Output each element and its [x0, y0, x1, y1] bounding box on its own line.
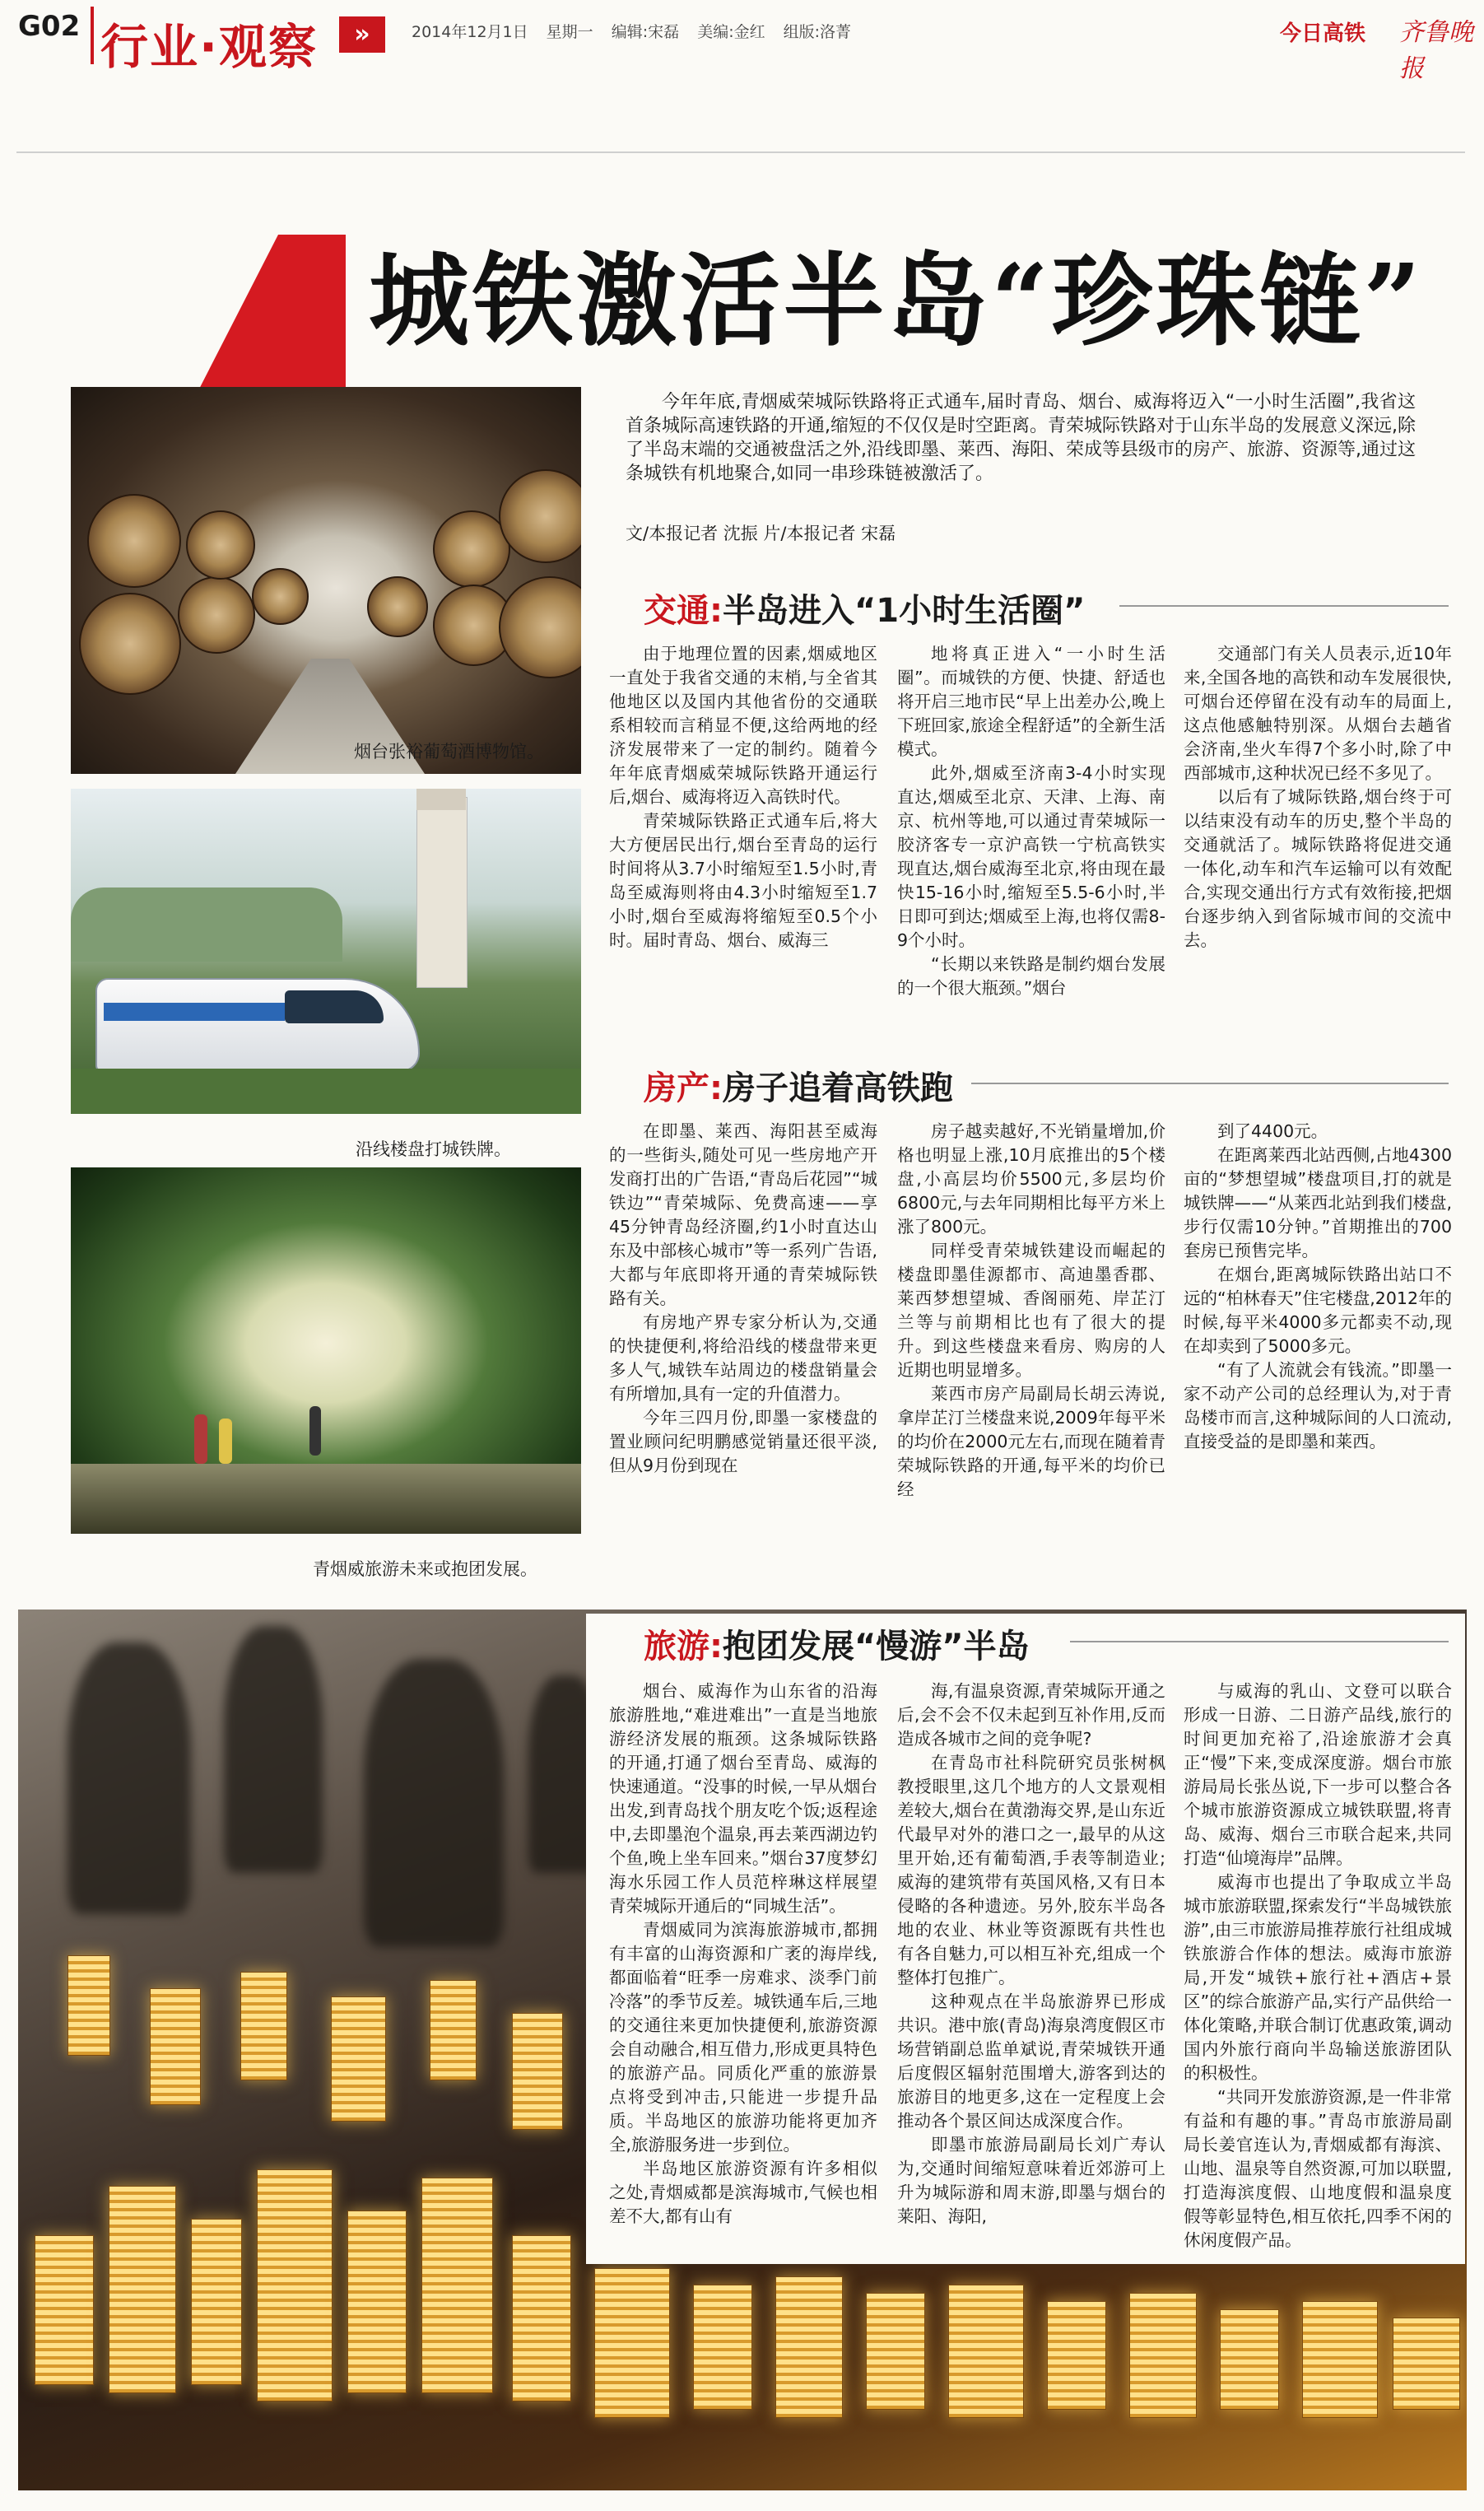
- paragraph: 有房地产界专家分析认为,交通的快捷便利,将给沿线的楼盘带来更多人气,城铁车站周边的楼盘销量会有所增加,具有一定的升值潜力。: [609, 1312, 877, 1404]
- paragraph: 地将真正进入“一小时生活圈”。而城铁的方便、快捷、舒适也将开启三地市民“早上出差办公,晚上下班回家,旅途全程舒适”的全新生活模式。: [897, 644, 1165, 759]
- column-transport-3: [1184, 642, 1452, 953]
- column-tourism-2: [897, 1679, 1165, 2229]
- paragraph: 威海市也提出了争取成立半岛城市旅游联盟,探索发行“半岛城铁旅游”,由三市旅游局推荐旅行社组成城铁旅游合作体的想法。威海市旅游局,开发“城铁+旅行社+酒店+景区”的综合旅游产品,实行产品供给一体化策略,并联合制订优惠政策,调动国内外旅行商向半岛输送旅游团队的积极性。: [1184, 1872, 1452, 2083]
- paragraph: 以后有了城际铁路,烟台终于可以结束没有动车的历史,整个半岛的交通就活了。城际铁路将促进交通一体化,动车和汽车运输可以有效配合,实现交通出行方式有效衔接,把烟台逐步纳入到省际城市间的交流中去。: [1184, 787, 1452, 950]
- column-tourism-3: [1184, 1679, 1452, 2252]
- paragraph: 在即墨、莱西、海阳甚至威海的一些街头,随处可见一些房地产开发商打出的广告语,“青岛后花园”“城铁边”“青荣城际、免费高速——享45分钟青岛经济圈,约1小时直达山东及中部核心城市”等一系列广告语,大都与年底即将开通的青荣城际铁路有关。: [609, 1121, 877, 1308]
- photo-tree-tunnel: [71, 1167, 581, 1534]
- paragraph: “长期以来铁路是制约烟台发展的一个很大瓶颈。”烟台: [897, 954, 1165, 998]
- header-rule: [16, 151, 1465, 153]
- editor-credit: 编辑:宋磊: [611, 23, 680, 41]
- paragraph: 在青岛市社科院研究员张树枫教授眼里,这几个地方的人文景观相差较大,烟台在黄渤海交界,是山东近代最早对外的港口之一,最早的从这里开始,还有葡萄酒,手表等制造业;威海的建筑带有英国风格,又有日本侵略的各种遗迹。另外,胶东半岛各地的农业、林业等资源既有共性也有各自魅力,可以相互补充,组成一个整体打包推广。: [897, 1753, 1165, 1987]
- section-heading-tourism: [644, 1620, 1030, 1667]
- paragraph: 此外,烟威至济南3-4小时实现直达,烟威至北京、天津、上海、南京、杭州等地,可以通过青荣城际一胶济客专一京沪高铁一宁杭高铁实现直达,烟台威海至北京,将由现在最快15-16小时,缩短至5.5-6小时,半日即可到达;烟威至上海,也将仅需8-9个小时。: [897, 763, 1165, 950]
- brand-logo: 齐鲁晚报: [1399, 18, 1473, 83]
- heading-rule: [971, 1083, 1449, 1084]
- photo-train-model: [71, 789, 581, 1114]
- caption-photo2: 沿线楼盘打城铁牌。: [356, 1139, 511, 1159]
- article-title: 城铁激活半岛“珍珠链”: [369, 241, 1425, 360]
- section-title: 抱团发展“慢游”半岛: [723, 1628, 1030, 1665]
- paragraph: 青荣城际铁路正式通车后,将大大方便居民出行,烟台至青岛的运行时间将从3.7小时缩短至1.5小时,青岛至威海则将由4.3小时缩短至1.7小时,烟台至威海将缩短至0.5个小时。届时青岛、烟台、威海三: [609, 811, 877, 950]
- paragraph: 同样受青荣城铁建设而崛起的楼盘即墨佳源都市、高迪墨香郡、莱西梦想望城、香阁丽苑、岸芷汀兰等与前期相比也有了很大的提升。到这些楼盘来看房、购房的人近期也明显增多。: [897, 1241, 1165, 1380]
- caption-photo1: 烟台张裕葡萄酒博物馆。: [354, 742, 544, 762]
- paragraph: 海,有温泉资源,青荣城际开通之后,会不会不仅未起到互补作用,反而造成各城市之间的竞争呢?: [897, 1681, 1165, 1749]
- column-transport-1: [609, 642, 877, 953]
- heading-rule: [1119, 605, 1449, 607]
- page-code: G02: [18, 10, 81, 43]
- layout-credit: 组版:洛菁: [783, 23, 852, 41]
- issue-date: 2014年12月1日: [412, 23, 528, 41]
- paragraph: 房子越卖越好,不光销量增加,价格也明显上涨,10月底推出的5个楼盘,小高层均价5500元,多层均价6800元,与去年同期相比每平方米上涨了800元。: [897, 1121, 1165, 1237]
- issue-info: [412, 20, 864, 42]
- article-intro: 今年年底,青烟威荣城际铁路将正式通车,届时青岛、烟台、威海将迈入“一小时生活圈”,我省这首条城际高速铁路的开通,缩短的不仅仅是时空距离。青荣城际铁路对于山东半岛的发展意义深远,除了半岛末端的交通被盘活之外,沿线即墨、莱西、海阳、荣成等县级市的房产、旅游、资源等,通过这条城铁有机地聚合,如同一串珍珠链被激活了。: [626, 392, 1416, 484]
- section-title: 行业·观察: [100, 19, 319, 75]
- paragraph: 即墨市旅游局副局长刘广寿认为,交通时间缩短意味着近郊游可上升为城际游和周末游,即墨与烟台的莱阳、海阳,: [897, 2135, 1165, 2226]
- article-byline: 文/本报记者 沈振 片/本报记者 宋磊: [626, 524, 896, 543]
- paragraph: 青烟威同为滨海旅游城市,都拥有丰富的山海资源和广袤的海岸线,都面临着“旺季一房难求、淡季门前冷落”的季节反差。城铁通车后,三地的交通往来更加快捷便利,旅游资源会自动融合,相互借力,形成更具特色的旅游产品。同质化严重的旅游景点将受到冲击,只能进一步提升品质。半岛地区的旅游功能将更加齐全,旅游服务进一步到位。: [609, 1920, 877, 2155]
- section-heading-transport: [644, 585, 1085, 631]
- section-keyword: 旅游:: [644, 1628, 723, 1665]
- paragraph: 在距离莱西北站西侧,占地4300亩的“梦想望城”楼盘项目,打的就是城铁牌——“从莱西北站到我们楼盘,步行仅需10分钟。”首期推出的700套房已预售完毕。: [1184, 1145, 1452, 1260]
- issue-weekday: 星期一: [546, 23, 593, 41]
- caption-photo3: 青烟威旅游未来或抱团发展。: [313, 1559, 537, 1579]
- paragraph: 这种观点在半岛旅游界已形成共识。港中旅(青岛)海泉湾度假区市场营销副总监单斌说,青荣城铁开通后度假区辐射范围增大,游客到达的旅游目的地更多,这在一定程度上会推动各个景区间达成深度合作。: [897, 1992, 1165, 2131]
- paragraph: 交通部门有关人员表示,近10年来,全国各地的高铁和动车发展很快,可烟台还停留在没有动车的局面上,这点他感触特别深。从烟台去趟省会济南,坐火车得7个多小时,除了中西部城市,这种状况已经不多见了。: [1184, 644, 1452, 783]
- chevron-right-icon: »: [339, 16, 385, 53]
- paragraph: 莱西市房产局副局长胡云涛说,拿岸芷汀兰楼盘来说,2009年每平米的均价在2000元左右,而现在随着青荣城际铁路的开通,每平米的均价已经: [897, 1384, 1165, 1499]
- column-property-1: [609, 1120, 877, 1478]
- section-title: 房子追着高铁跑: [723, 1069, 953, 1107]
- column-property-3: [1184, 1120, 1452, 1454]
- section-heading-property: [644, 1062, 953, 1109]
- column-transport-2: [897, 642, 1165, 1000]
- paragraph: 半岛地区旅游资源有许多相似之处,青烟威都是滨海城市,气候也相差不大,都有山有: [609, 2159, 877, 2226]
- paragraph: 今年三四月份,即墨一家楼盘的置业顾问纪明鹏感觉销量还很平淡,但从9月份到现在: [609, 1408, 877, 1475]
- paragraph: 由于地理位置的因素,烟威地区一直处于我省交通的末梢,与全省其他地区以及国内其他省份的交通联系相较而言稍显不便,这给两地的经济发展带来了一定的制约。随着今年年底青烟威荣城际铁路开通运行后,烟台、威海将迈入高铁时代。: [609, 644, 877, 807]
- section-keyword: 房产:: [644, 1069, 723, 1107]
- column-name: 今日高铁: [1280, 21, 1366, 46]
- paragraph: “共同开发旅游资源,是一件非常有益和有趣的事。”青岛市旅游局副局长姜官连认为,青烟威都有海滨、山地、温泉等自然资源,可加以联盟,打造海滨度假、山地度假和温泉度假等彰显特色,相互依托,四季不闲的休闲度假产品。: [1184, 2087, 1452, 2250]
- paragraph: 到了4400元。: [1217, 1121, 1328, 1141]
- paragraph: “有了人流就会有钱流。”即墨一家不动产公司的总经理认为,对于青岛楼市而言,这种城际间的人口流动,直接受益的是即墨和莱西。: [1184, 1360, 1452, 1451]
- column-property-2: [897, 1120, 1165, 1502]
- paragraph: 烟台、威海作为山东省的沿海旅游胜地,“难进难出”一直是当地旅游经济发展的瓶颈。这条城际铁路的开通,打通了烟台至青岛、威海的快速通道。“没事的时候,一早从烟台出发,到青岛找个朋友吃个饭;返程途中,去即墨泡个温泉,再去莱西湖边钓个鱼,晚上坐车回来。”烟台37度梦幻海水乐园工作人员范梓琳这样展望青荣城际开通后的“同城生活”。: [609, 1681, 877, 1916]
- section-title: 半岛进入“1小时生活圈”: [723, 592, 1086, 630]
- section-keyword: 交通:: [644, 592, 723, 630]
- paragraph: 在烟台,距离城际铁路出站口不远的“柏林春天”住宅楼盘,2012年的时候,每平米4000多元都卖不动,现在却卖到了5000多元。: [1184, 1265, 1452, 1356]
- photo-wine-cellar: [71, 387, 581, 774]
- paragraph: 与威海的乳山、文登可以联合形成一日游、二日游产品线,旅行的时间更加充裕了,沿途旅游才会真正“慢”下来,变成深度游。烟台市旅游局局长张丛说,下一步可以整合各个城市旅游资源成立城铁联盟,将青岛、威海、烟台三市联合起来,共同打造“仙境海岸”品牌。: [1184, 1681, 1452, 1868]
- header-divider: [91, 7, 94, 64]
- column-tourism-1: [609, 1679, 877, 2229]
- art-editor-credit: 美编:金红: [697, 23, 765, 41]
- heading-rule: [1070, 1641, 1449, 1642]
